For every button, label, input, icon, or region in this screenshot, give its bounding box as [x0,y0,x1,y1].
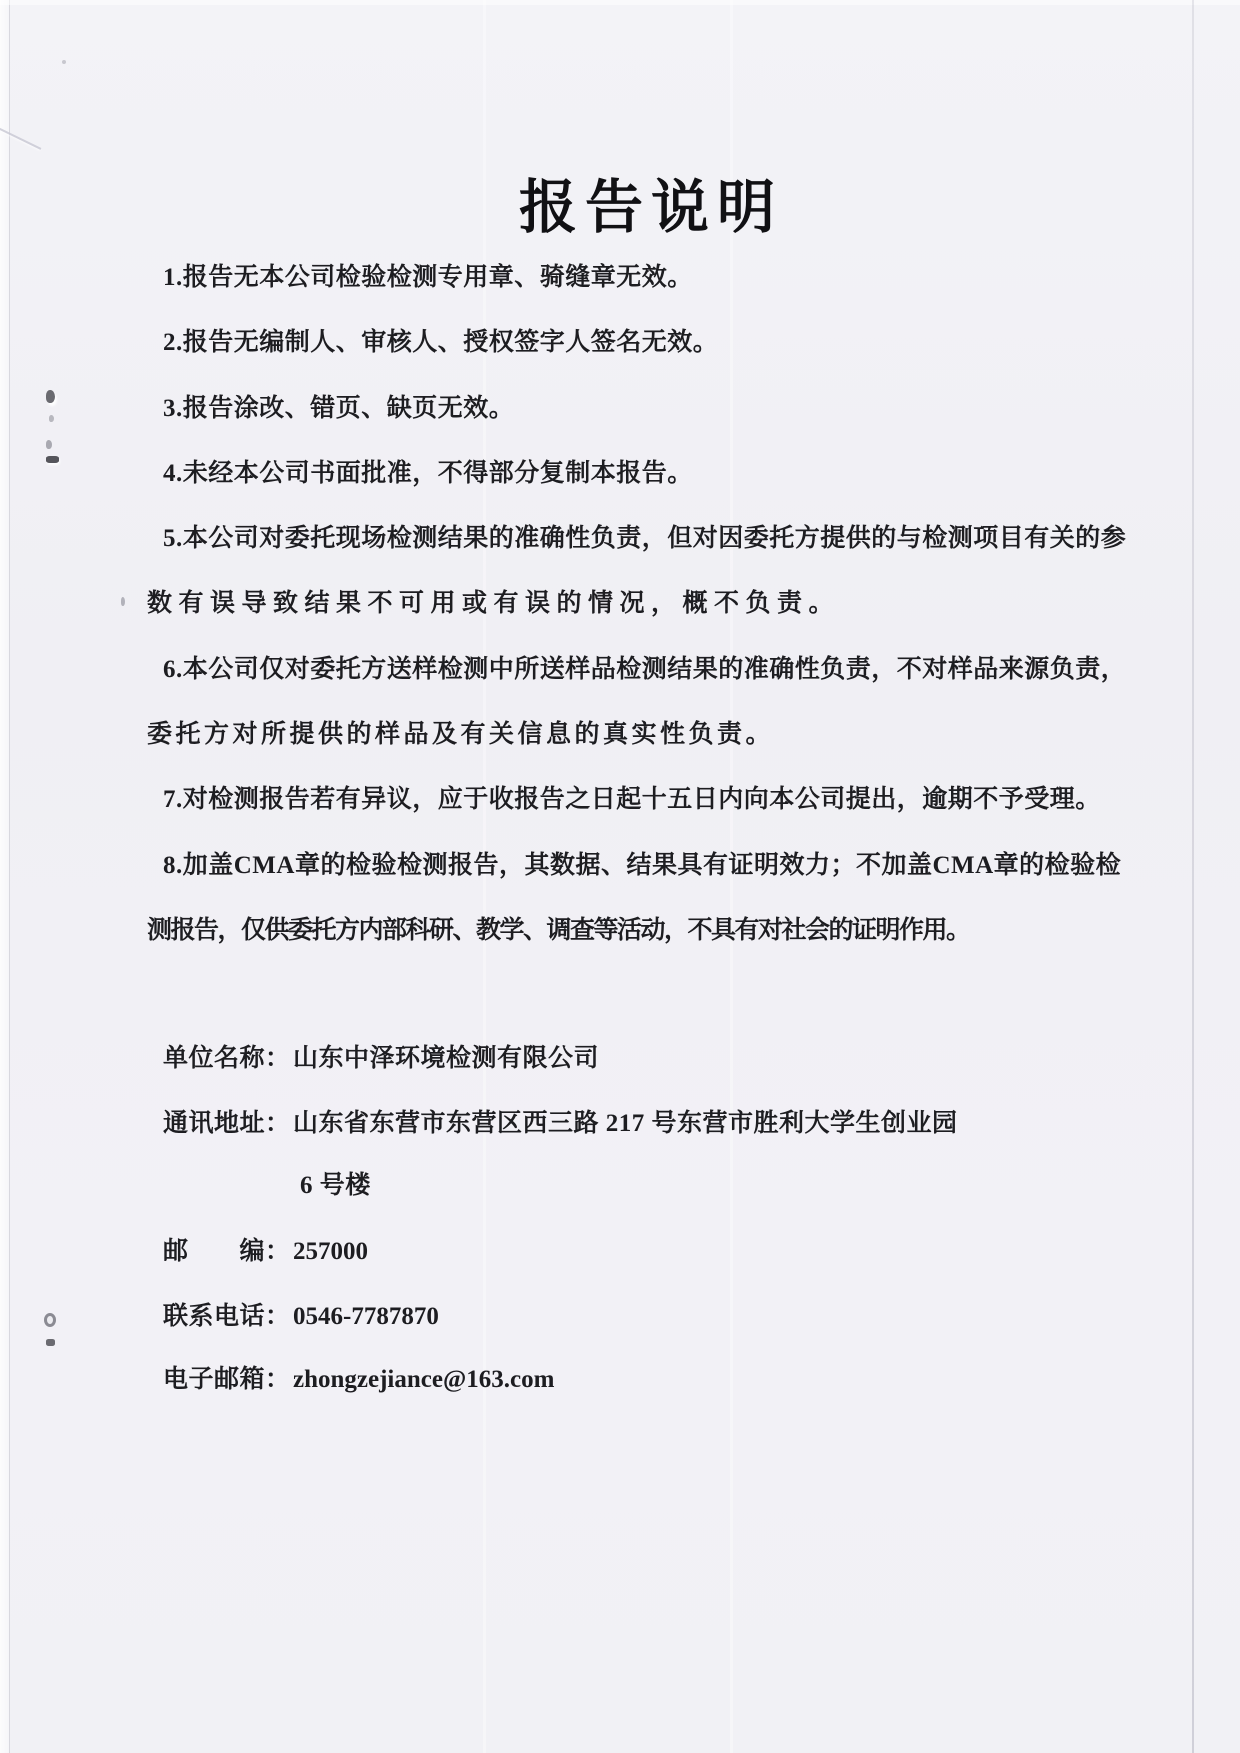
note-line-6b: 委托方对所提供的样品及有关信息的真实性负责。 [147,721,775,748]
postal-label: 邮 编： [163,1238,291,1265]
note-line-4: 4.未经本公司书面批准，不得部分复制本报告。 [163,460,693,487]
staple-mark [46,1339,55,1346]
staple-mark [46,390,55,403]
staple-mark [46,456,59,463]
note-line-6: 6.本公司仅对委托方送样检测中所送样品检测结果的准确性负责，不对样品来源负责， [163,656,1127,683]
address-value: 山东省东营市东营区西三路 217 号东营市胜利大学生创业园 [293,1110,958,1137]
note-line-5: 5.本公司对委托现场检测结果的准确性负责，但对因委托方提供的与检测项目有关的参 [163,525,1127,552]
staple-mark [44,1313,56,1327]
note-line-7: 7.对检测报告若有异议，应于收报告之日起十五日内向本公司提出，逾期不予受理。 [163,786,1101,813]
note-line-1: 1.报告无本公司检验检测专用章、骑缝章无效。 [163,264,693,291]
company-value: 山东中泽环境检测有限公司 [293,1045,600,1072]
phone-value: 0546-7787870 [293,1303,439,1330]
company-label: 单位名称： [163,1045,291,1072]
scan-speck [62,60,66,64]
note-line-3: 3.报告涂改、错页、缺页无效。 [163,395,515,422]
staple-mark [49,415,54,422]
contact-address-line2: 6 号楼 [300,1172,371,1199]
note-line-2: 2.报告无编制人、审核人、授权签字人签名无效。 [163,329,719,356]
contact-email [163,1367,554,1392]
scan-speck [121,597,125,606]
contact-phone [163,1304,439,1329]
scan-left-edge [0,0,10,1753]
postal-value: 257000 [293,1238,368,1265]
contact-company [163,1046,599,1071]
note-line-5b: 数有误导致结果不可用或有误的情况，概不负责。 [147,590,841,617]
contact-postal [163,1239,368,1264]
email-label: 电子邮箱： [163,1366,291,1393]
phone-label: 联系电话： [163,1303,291,1330]
document-title: 报告说明 [518,175,783,240]
scan-crease-line [1192,0,1194,1753]
email-value: zhongzejiance@163.com [293,1366,555,1393]
scan-top-edge [0,0,1240,5]
note-line-8b: 测报告，仅供委托方内部科研、教学、调查等活动，不具有对社会的证明作用。 [147,917,970,944]
note-line-8: 8.加盖CMA章的检验检测报告，其数据、结果具有证明效力；不加盖CMA章的检验检 [163,852,1122,879]
contact-address [163,1111,958,1136]
address-label: 通讯地址： [163,1110,291,1137]
staple-mark [46,440,52,449]
